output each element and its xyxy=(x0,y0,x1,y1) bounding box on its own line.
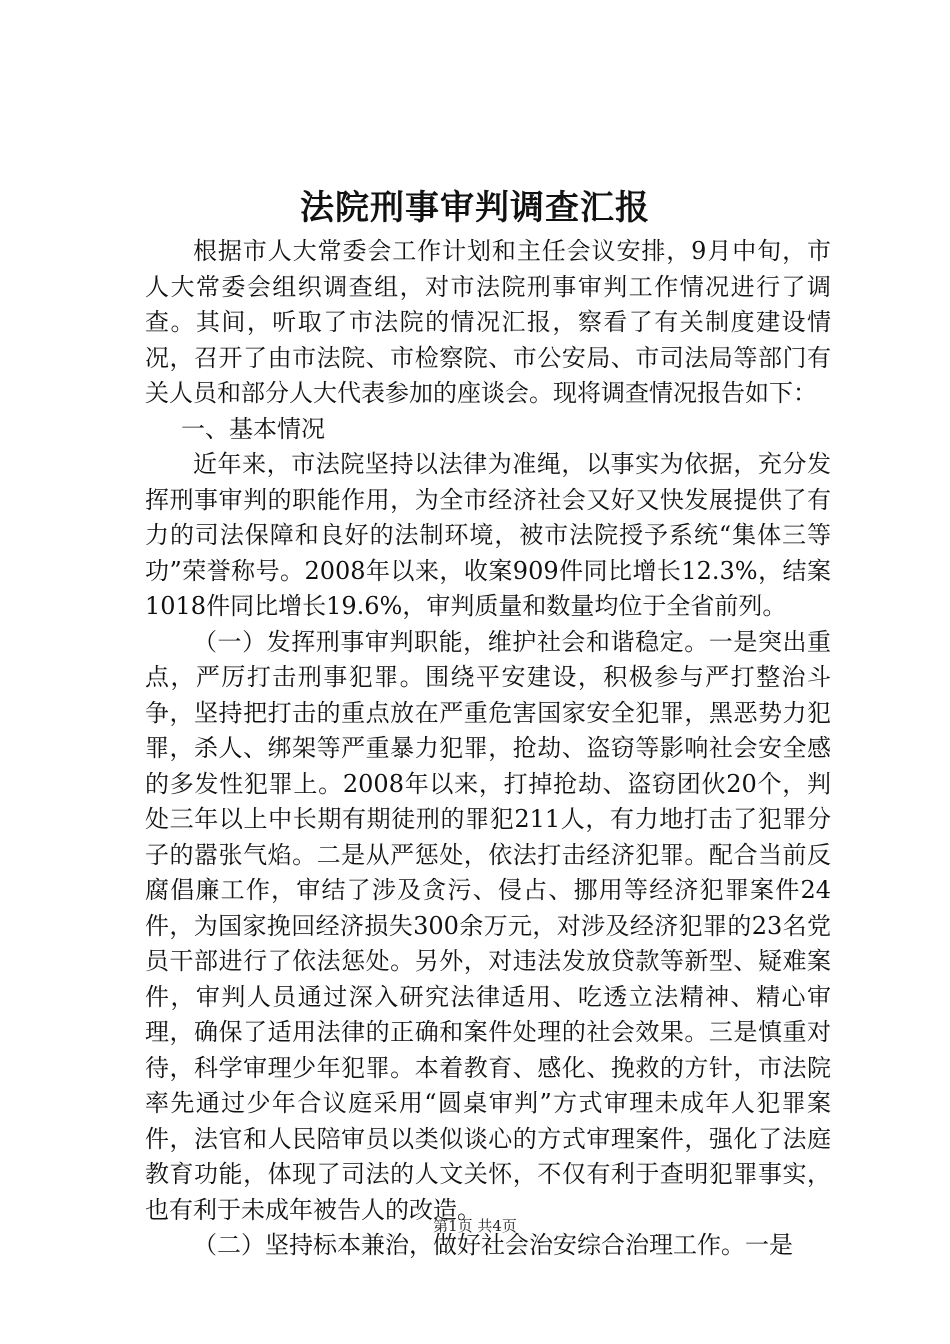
subsection-one-paragraph: （一）发挥刑事审判职能，维护社会和谐稳定。一是突出重点，严厉打击刑事犯罪。围绕平安建设，积极参与严打整治斗争，坚持把打击的重点放在严重危害国家安全犯罪，黑恶势力犯罪，杀人、绑架等严重暴力犯罪，抢劫、盗窃等影响社会安全感的多发性犯罪上。2008年以来，打掉抢劫、盗窃团伙20个，判处三年以上中长期有期徒刑的罪犯211人，有力地打击了犯罪分子的嚣张气焰。二是从严惩处，依法打击经济犯罪。配合当前反腐倡廉工作，审结了涉及贪污、侵占、挪用等经济犯罪案件24件，为国家挽回经济损失300余万元，对涉及经济犯罪的23名党员干部进行了依法惩处。另外，对违法发放贷款等新型、疑难案件，审判人员通过深入研究法律适用、吃透立法精神、精心审理，确保了适用法律的正确和案件处理的社会效果。三是慎重对待，科学审理少年犯罪。本着教育、感化、挽救的方针，市法院率先通过少年合议庭采用“圆桌审判”方式审理未成年人犯罪案件，法官和人民陪审员以类似谈心的方式审理案件，强化了法庭教育功能，体现了司法的人文关怀，不仅有利于查明犯罪事实，也有利于未成年被告人的改造。 xyxy=(145,627,831,1224)
subsection-two-paragraph: （二）坚持标本兼治，做好社会治安综合治理工作。一是 xyxy=(193,1231,793,1259)
basic-situation-paragraph: 近年来，市法院坚持以法律为准绳，以事实为依据，充分发挥刑事审判的职能作用，为全市经济社会又好又快发展提供了有力的司法保障和良好的法制环境，被市法院授予系统“集体三等功”荣誉称号。2008年以来，收案909件同比增长12.3%，结案1018件同比增长19.6%，审判质量和数量均位于全省前列。 xyxy=(145,450,831,620)
document-body xyxy=(145,234,831,1264)
page-number-footer: 第1页 共4页 xyxy=(433,1217,517,1235)
section-heading-basic: 一、基本情况 xyxy=(181,414,325,443)
document-title: 法院刑事审判调查汇报 xyxy=(300,188,650,228)
intro-paragraph: 根据市人大常委会工作计划和主任会议安排，9月中旬，市人大常委会组织调查组，对市法院刑事审判工作情况进行了调查。其间，听取了市法院的情况汇报，察看了有关制度建设情况，召开了由市法院、市检察院、市公安局、市司法局等部门有关人员和部分人大代表参加的座谈会。现将调查情况报告如下： xyxy=(145,237,831,407)
